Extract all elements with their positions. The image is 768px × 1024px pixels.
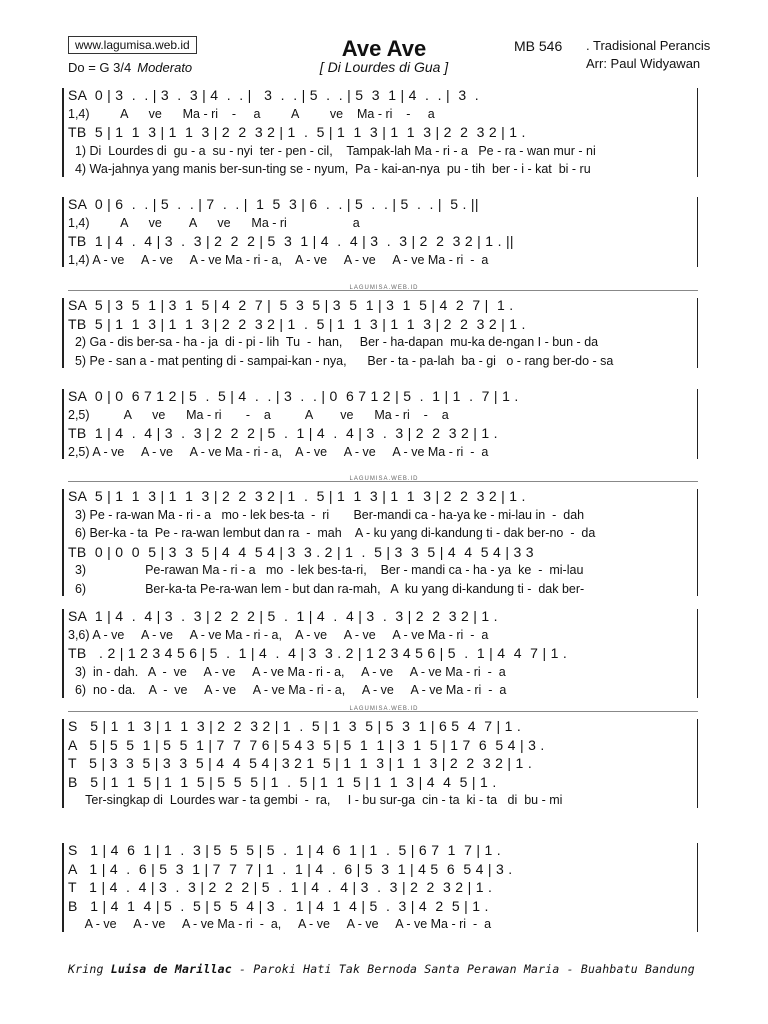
footer-choir: Luisa de Marillac	[110, 962, 232, 976]
lyric-line: 2,5) A ve Ma - ri - a A ve Ma - ri - a	[68, 407, 449, 422]
song-subtitle: [ Di Lourdes di Gua ]	[319, 59, 449, 75]
notation-line: B 1 | 4 1 4 | 5 . 5 | 5 5 4 | 3 . 1 | 4 1 4 | 5 . 3 | 4 2 5 | 1 .	[68, 897, 489, 914]
notation-line: B 5 | 1 1 5 | 1 1 5 | 5 5 5 | 1 . 5 | 1 1 5 | 1 1 3 | 4 4 5 | 1 .	[68, 773, 497, 790]
system-brace	[62, 719, 64, 808]
footer-credit	[68, 962, 695, 976]
song-origin: . Tradisional Perancis	[586, 38, 711, 53]
notation-line: TB 5 | 1 1 3 | 1 1 3 | 2 2 3 2 | 1 . 5 | 1 1 3 | 1 1 3 | 2 2 3 2 | 1 .	[68, 315, 526, 332]
notation-line: SA 1 | 4 . 4 | 3 . 3 | 2 2 2 | 5 . 1 | 4 . 4 | 3 . 3 | 2 2 3 2 | 1 .	[68, 608, 498, 624]
footer-pre: Kring	[68, 962, 111, 976]
lyric-line: 2,5) A - ve A - ve A - ve Ma - ri - a, A - ve A - ve A - ve Ma - ri - a	[68, 444, 489, 459]
lyric-line: 5) Pe - san a - mat penting di - sampai-kan - nya, Ber - ta - pa-lah ba - gi o - rang ber-do - sa	[68, 353, 614, 368]
system-end-bar	[697, 298, 698, 368]
divider-watermark: LAGUMISA.WEB.ID	[349, 285, 419, 291]
notation-line: TB 1 | 4 . 4 | 3 . 3 | 2 2 2 | 5 3 1 | 4 . 4 | 3 . 3 | 2 2 3 2 | 1 . ||	[68, 233, 514, 249]
system-end-bar	[697, 489, 698, 596]
notation-line: TB 5 | 1 1 3 | 1 1 3 | 2 2 3 2 | 1 . 5 | 1 1 3 | 1 1 3 | 2 2 3 2 | 1 .	[68, 124, 526, 140]
notation-line: A 5 | 5 5 1 | 5 5 1 | 7 7 7 6 | 5 4 3 5 | 5 1 1 | 3 1 5 | 1 7 6 5 4 | 3 .	[68, 736, 545, 753]
system-end-bar	[697, 197, 698, 267]
notation-line: SA 5 | 3 5 1 | 3 1 5 | 4 2 7 | 5 3 5 | 3 5 1 | 3 1 5 | 4 2 7 | 1 .	[68, 297, 514, 313]
lyric-line: A - ve A - ve A - ve Ma - ri - a, A - ve A - ve A - ve Ma - ri - a	[68, 917, 492, 931]
notation-line: TB 0 | 0 0 5 | 3 3 5 | 4 4 5 4 | 3 3 . 2 | 1 . 5 | 3 3 5 | 4 4 5 4 | 3 3	[68, 543, 534, 560]
notation-line: T 1 | 4 . 4 | 3 . 3 | 2 2 2 | 5 . 1 | 4 . 4 | 3 . 3 | 2 2 3 2 | 1 .	[68, 879, 493, 895]
lyric-line: 1,4) A ve A ve Ma - ri a	[68, 215, 360, 230]
lyric-line: 3) Pe - ra-wan Ma - ri - a mo - lek bes-ta - ri Ber-mandi ca - ha-ya ke - mi-lau in - dah	[68, 507, 585, 522]
notation-line: TB . 2 | 1 2 3 4 5 6 | 5 . 1 | 4 . 4 | 3 3 . 2 | 1 2 3 4 5 6 | 5 . 1 | 4 4 7 | 1 .	[68, 645, 568, 661]
system-brace	[62, 298, 64, 368]
system-end-bar	[697, 843, 698, 932]
notation-line: SA 0 | 6 . . | 5 . . | 7 . . | 1 5 3 | 6 . . | 5 . . | 5 . . | 5 . ||	[68, 196, 479, 212]
notation-line: A 1 | 4 . 6 | 5 3 1 | 7 7 7 | 1 . 1 | 4 . 6 | 5 3 1 | 4 5 6 5 4 | 3 .	[68, 860, 513, 877]
song-title: Ave Ave	[341, 36, 427, 61]
system-end-bar	[697, 389, 698, 459]
lyric-line: 1) Di Lourdes di gu - a su - nyi ter - pen - cil, Tampak-lah Ma - ri - a Pe - ra - wan mur - ni	[68, 143, 596, 158]
divider-watermark: LAGUMISA.WEB.ID	[349, 706, 419, 712]
lyric-line: 4) Wa-jahnya yang manis ber-sun-ting se - nyum, Pa - kai-an-nya pu - tih ber - i - kat bi - ru	[68, 162, 591, 176]
lyric-line: 1,4) A ve Ma - ri - a A ve Ma - ri - a	[68, 106, 435, 121]
notation-line: SA 0 | 0 6 7 1 2 | 5 . 5 | 4 . . | 3 . . | 0 6 7 1 2 | 5 . 1 | 1 . 7 | 1 .	[68, 388, 519, 404]
system-brace	[62, 609, 64, 698]
lyric-line: 6) Ber-ka-ta Pe-ra-wan lem - but dan ra-mah, A ku yang di-kandung ti - dak ber-	[68, 581, 585, 596]
system-brace	[62, 88, 64, 177]
system-end-bar	[697, 719, 698, 808]
tempo-marking: Moderato	[137, 60, 193, 75]
notation-line: SA 5 | 1 1 3 | 1 1 3 | 2 2 3 2 | 1 . 5 | 1 1 3 | 1 1 3 | 2 2 3 2 | 1 .	[68, 488, 526, 504]
lyric-line: 3) in - dah. A - ve A - ve A - ve Ma - ri - a, A - ve A - ve Ma - ri - a	[68, 664, 506, 679]
system-brace	[62, 197, 64, 267]
notation-line: TB 1 | 4 . 4 | 3 . 3 | 2 2 2 | 5 . 1 | 4 . 4 | 3 . 3 | 2 2 3 2 | 1 .	[68, 425, 498, 441]
system-brace	[62, 843, 64, 932]
catalog-number: MB 546	[514, 38, 563, 54]
footer-post: - Paroki Hati Tak Bernoda Santa Perawan Maria - Buahbatu Bandung	[231, 962, 695, 976]
notation-line: S 5 | 1 1 3 | 1 1 3 | 2 2 3 2 | 1 . 5 | 1 3 5 | 5 3 1 | 6 5 4 7 | 1 .	[68, 718, 522, 734]
lyric-line: 3,6) A - ve A - ve A - ve Ma - ri - a, A - ve A - ve A - ve Ma - ri - a	[68, 627, 489, 642]
system-brace	[62, 389, 64, 459]
key-text: Do = G 3/4	[68, 60, 132, 75]
lyric-line: 3) Pe-rawan Ma - ri - a mo - lek bes-ta-ri, Ber - mandi ca - ha - ya ke - mi-lau	[68, 563, 584, 577]
arranger: Arr: Paul Widyawan	[586, 56, 701, 71]
lyric-line: 2) Ga - dis ber-sa - ha - ja di - pi - lih Tu - han, Ber - ha-dapan mu-ka de-ngan I - bun - da	[68, 335, 599, 349]
lyric-line: Ter-singkap di Lourdes war - ta gembi - ra, I - bu sur-ga cin - ta ki - ta di bu - mi	[68, 793, 563, 807]
notation-line: T 5 | 3 3 5 | 3 3 5 | 4 4 5 4 | 3 2 1 5 | 1 1 3 | 1 1 3 | 2 2 3 2 | 1 .	[68, 755, 533, 771]
website-url: www.lagumisa.web.id	[68, 36, 197, 54]
system-end-bar	[697, 88, 698, 177]
notation-line: S 1 | 4 6 1 | 1 . 3 | 5 5 5 | 5 . 1 | 4 6 1 | 1 . 5 | 6 7 1 7 | 1 .	[68, 842, 501, 858]
lyric-line: 6) Ber-ka - ta Pe - ra-wan lembut dan ra - mah A - ku yang di-kandung ti - dak ber-no - da	[68, 526, 596, 540]
divider-watermark: LAGUMISA.WEB.ID	[349, 476, 419, 482]
notation-line: SA 0 | 3 . . | 3 . 3 | 4 . . | 3 . . | 5 . . | 5 3 1 | 4 . . | 3 .	[68, 87, 479, 103]
system-end-bar	[697, 609, 698, 698]
system-brace	[62, 489, 64, 596]
lyric-line: 1,4) A - ve A - ve A - ve Ma - ri - a, A - ve A - ve A - ve Ma - ri - a	[68, 252, 489, 267]
lyric-line: 6) no - da. A - ve A - ve A - ve Ma - ri - a, A - ve A - ve Ma - ri - a	[68, 683, 507, 697]
